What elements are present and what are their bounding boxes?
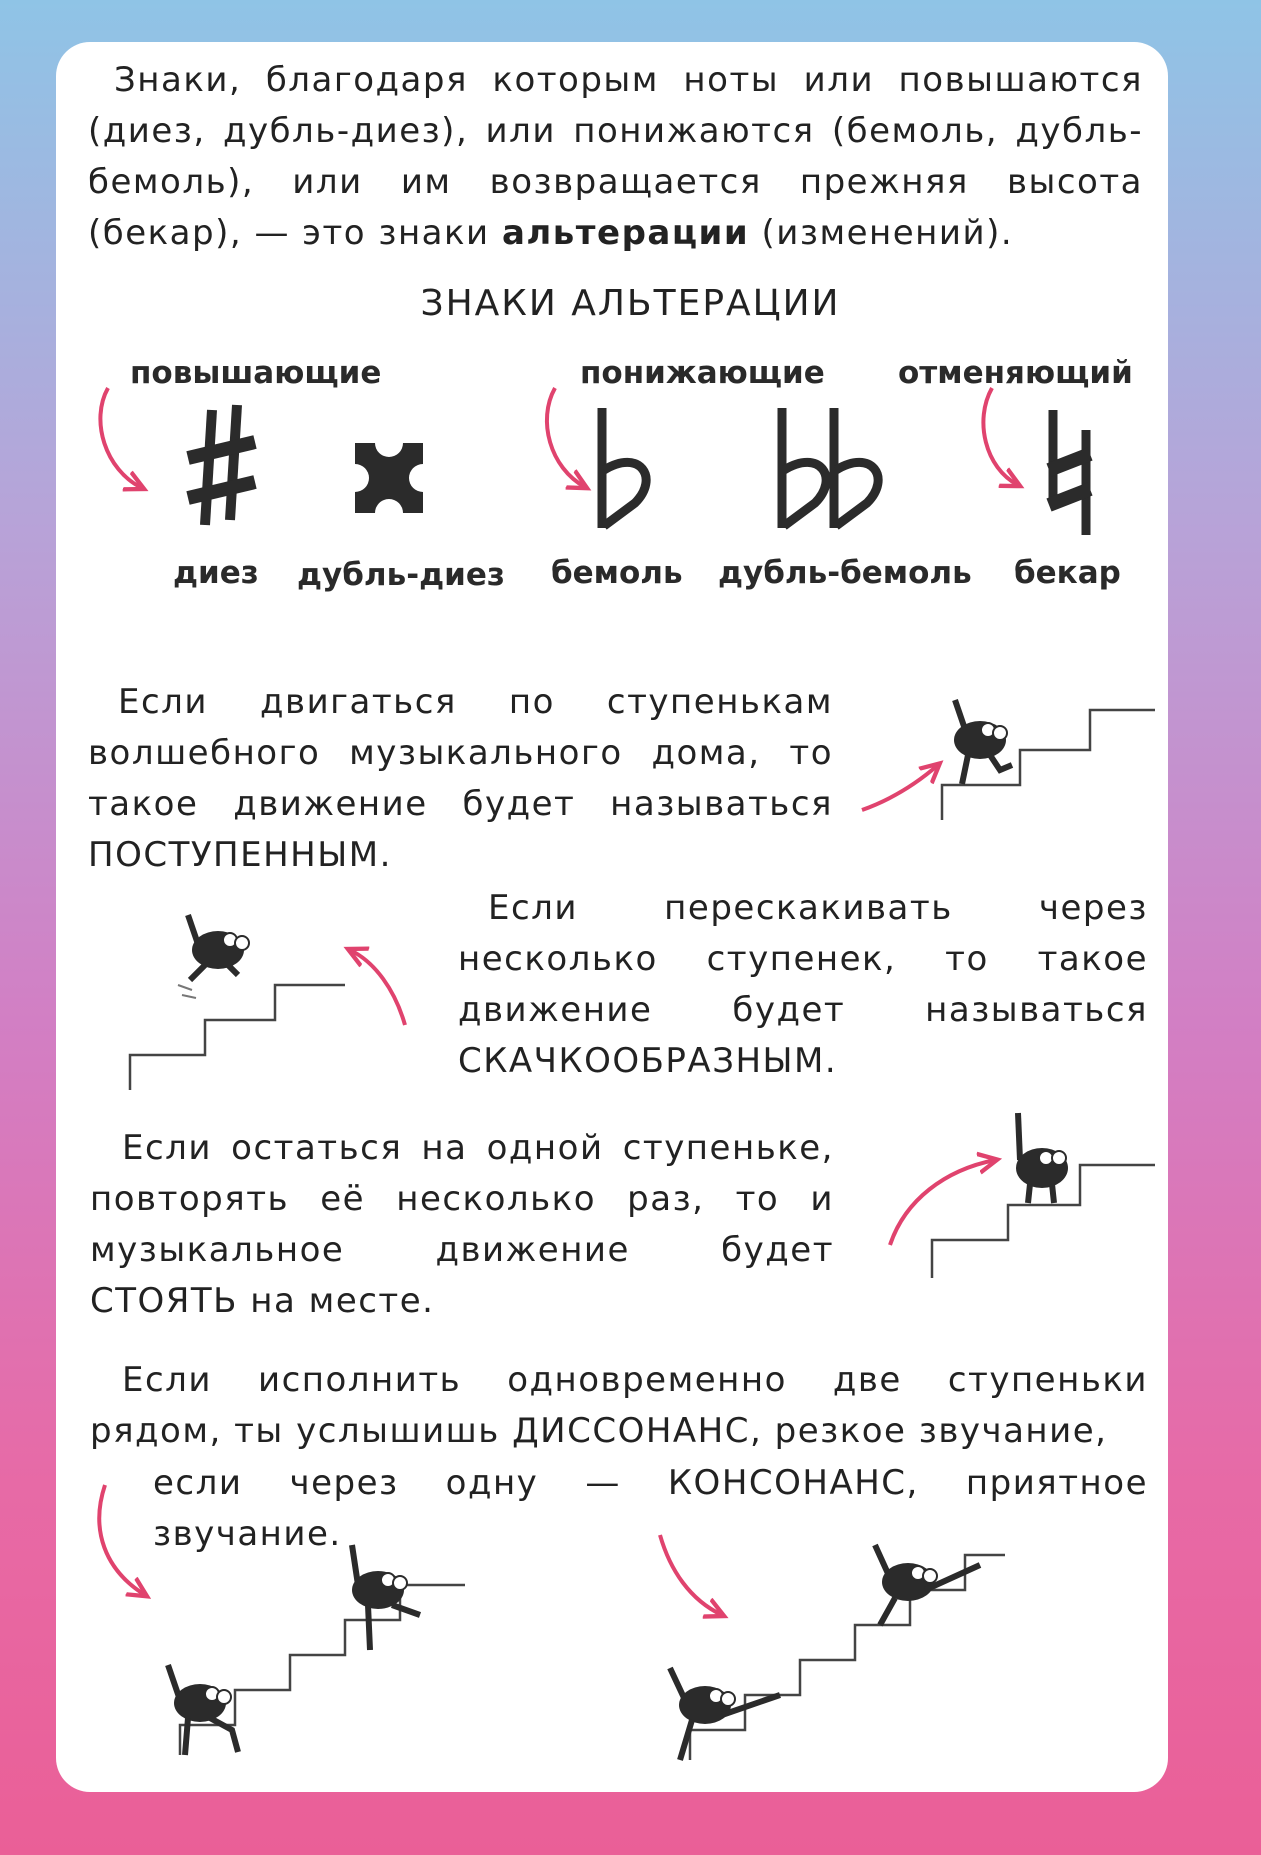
signs-heading: ЗНАКИ АЛЬТЕРАЦИИ (420, 283, 841, 324)
arrow-icon (547, 388, 585, 487)
natural-icon (1049, 410, 1090, 535)
group-cancel-label: отменяющий (898, 355, 1133, 391)
standing-paragraph: Если остаться на одной ступеньке, повторять её несколько раз, то и музыкальное движение будет СТОЯТЬ на месте. (90, 1128, 834, 1321)
flat-label: бемоль (551, 555, 683, 591)
note-character-icon (670, 1668, 780, 1760)
group-raising-label: повышающие (130, 355, 382, 391)
group-lowering-label: понижающие (580, 355, 825, 391)
sharp-icon (188, 405, 255, 525)
consonance-paragraph: если через одну — КОНСОНАНС, приятное звучание. (153, 1463, 1148, 1554)
note-character-icon (352, 1545, 420, 1650)
intro-text-after: (изменений). (749, 213, 1014, 253)
arrow-icon (862, 765, 938, 810)
double-sharp-label: дубль-диез (297, 557, 505, 593)
staircase-icon (130, 985, 345, 1090)
intro-text-before: Знаки, благодаря которым ноты или повышаются (диез, дубль-диез), или понижаются (бемоль, дубль-бемоль), или им возвращается прежняя высота (бекар), — это знаки (88, 60, 1143, 253)
flat-icon (602, 408, 646, 528)
arrow-icon (890, 1160, 995, 1245)
dissonance-paragraph: Если исполнить одновременно две ступеньки рядом, ты услышишь ДИССОНАНС, резкое звучание, (90, 1360, 1148, 1451)
arrow-icon (350, 950, 405, 1025)
staircase-icon (180, 1585, 465, 1755)
arrow-icon (99, 1485, 145, 1595)
note-character-icon (954, 700, 1012, 784)
note-character-icon (178, 915, 249, 998)
note-character-icon (168, 1665, 238, 1755)
sharp-label: диез (173, 555, 259, 591)
note-character-icon (1016, 1113, 1068, 1203)
double-flat-label: дубль-бемоль (718, 555, 972, 591)
arrow-icon (660, 1535, 722, 1615)
leaping-paragraph: Если перескакивать через несколько ступенек, то такое движение будет называться СКАЧКООБРАЗНЫМ. (458, 888, 1148, 1081)
arrow-icon (983, 388, 1018, 485)
natural-label: бекар (1014, 555, 1121, 591)
stepwise-paragraph: Если двигаться по ступенькам волшебного музыкального дома, то такое движение будет называться ПОСТУПЕННЫМ. (88, 682, 833, 875)
double-sharp-icon (341, 429, 437, 527)
staircase-icon (690, 1555, 1005, 1760)
arrow-icon (100, 388, 142, 488)
intro-bold-term: альтерации (501, 213, 750, 253)
double-flat-icon (782, 408, 878, 528)
